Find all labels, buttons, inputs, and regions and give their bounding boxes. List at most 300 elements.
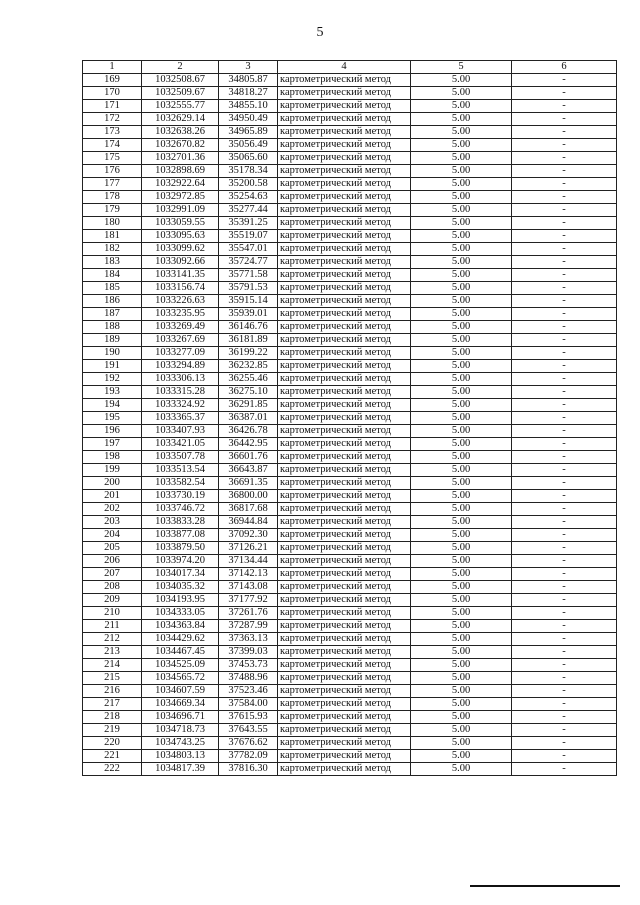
table-header-row xyxy=(83,61,617,74)
y-coordinate-cell: 35915.14 xyxy=(219,295,278,308)
x-coordinate-cell: 1033421.05 xyxy=(142,438,219,451)
x-coordinate-cell: 1034193.95 xyxy=(142,594,219,607)
y-coordinate-cell: 36387.01 xyxy=(219,412,278,425)
point-number-cell: 179 xyxy=(83,204,142,217)
method-cell: картометрический метод xyxy=(278,295,411,308)
note-cell: - xyxy=(512,230,617,243)
x-coordinate-cell: 1033267.69 xyxy=(142,334,219,347)
accuracy-cell: 5.00 xyxy=(411,74,512,87)
table-row xyxy=(83,646,617,659)
point-number-cell: 220 xyxy=(83,737,142,750)
method-cell: картометрический метод xyxy=(278,178,411,191)
table-row xyxy=(83,87,617,100)
table-row xyxy=(83,750,617,763)
note-cell: - xyxy=(512,360,617,373)
point-number-cell: 204 xyxy=(83,529,142,542)
column-header-1: 1 xyxy=(83,61,142,74)
accuracy-cell: 5.00 xyxy=(411,243,512,256)
method-cell: картометрический метод xyxy=(278,386,411,399)
table-row xyxy=(83,269,617,282)
accuracy-cell: 5.00 xyxy=(411,581,512,594)
point-number-cell: 176 xyxy=(83,165,142,178)
table-row xyxy=(83,659,617,672)
y-coordinate-cell: 37287.99 xyxy=(219,620,278,633)
y-coordinate-cell: 36291.85 xyxy=(219,399,278,412)
method-cell: картометрический метод xyxy=(278,659,411,672)
y-coordinate-cell: 37782.09 xyxy=(219,750,278,763)
x-coordinate-cell: 1034565.72 xyxy=(142,672,219,685)
x-coordinate-cell: 1033156.74 xyxy=(142,282,219,295)
method-cell: картометрический метод xyxy=(278,269,411,282)
method-cell: картометрический метод xyxy=(278,750,411,763)
accuracy-cell: 5.00 xyxy=(411,568,512,581)
point-number-cell: 178 xyxy=(83,191,142,204)
table-row xyxy=(83,737,617,750)
accuracy-cell: 5.00 xyxy=(411,256,512,269)
point-number-cell: 206 xyxy=(83,555,142,568)
method-cell: картометрический метод xyxy=(278,230,411,243)
point-number-cell: 207 xyxy=(83,568,142,581)
y-coordinate-cell: 34818.27 xyxy=(219,87,278,100)
y-coordinate-cell: 36275.10 xyxy=(219,386,278,399)
accuracy-cell: 5.00 xyxy=(411,295,512,308)
note-cell: - xyxy=(512,282,617,295)
note-cell: - xyxy=(512,334,617,347)
table-row xyxy=(83,568,617,581)
method-cell: картометрический метод xyxy=(278,477,411,490)
x-coordinate-cell: 1033141.35 xyxy=(142,269,219,282)
y-coordinate-cell: 35519.07 xyxy=(219,230,278,243)
point-number-cell: 215 xyxy=(83,672,142,685)
y-coordinate-cell: 37643.55 xyxy=(219,724,278,737)
method-cell: картометрический метод xyxy=(278,568,411,581)
accuracy-cell: 5.00 xyxy=(411,282,512,295)
note-cell: - xyxy=(512,87,617,100)
point-number-cell: 218 xyxy=(83,711,142,724)
y-coordinate-cell: 37261.76 xyxy=(219,607,278,620)
note-cell: - xyxy=(512,750,617,763)
method-cell: картометрический метод xyxy=(278,113,411,126)
x-coordinate-cell: 1033315.28 xyxy=(142,386,219,399)
method-cell: картометрический метод xyxy=(278,594,411,607)
column-header-3: 3 xyxy=(219,61,278,74)
point-number-cell: 198 xyxy=(83,451,142,464)
x-coordinate-cell: 1033877.08 xyxy=(142,529,219,542)
y-coordinate-cell: 36691.35 xyxy=(219,477,278,490)
point-number-cell: 202 xyxy=(83,503,142,516)
table-row xyxy=(83,100,617,113)
y-coordinate-cell: 37816.30 xyxy=(219,763,278,776)
point-number-cell: 214 xyxy=(83,659,142,672)
y-coordinate-cell: 37453.73 xyxy=(219,659,278,672)
note-cell: - xyxy=(512,269,617,282)
y-coordinate-cell: 36146.76 xyxy=(219,321,278,334)
table-row xyxy=(83,230,617,243)
point-number-cell: 199 xyxy=(83,464,142,477)
table-body xyxy=(83,74,617,776)
note-cell: - xyxy=(512,672,617,685)
note-cell: - xyxy=(512,74,617,87)
x-coordinate-cell: 1034743.25 xyxy=(142,737,219,750)
method-cell: картометрический метод xyxy=(278,581,411,594)
x-coordinate-cell: 1033269.49 xyxy=(142,321,219,334)
x-coordinate-cell: 1034035.32 xyxy=(142,581,219,594)
x-coordinate-cell: 1032508.67 xyxy=(142,74,219,87)
note-cell: - xyxy=(512,607,617,620)
y-coordinate-cell: 35771.58 xyxy=(219,269,278,282)
accuracy-cell: 5.00 xyxy=(411,87,512,100)
table-row xyxy=(83,451,617,464)
x-coordinate-cell: 1033095.63 xyxy=(142,230,219,243)
y-coordinate-cell: 36601.76 xyxy=(219,451,278,464)
table-row xyxy=(83,490,617,503)
table-row xyxy=(83,282,617,295)
point-number-cell: 170 xyxy=(83,87,142,100)
table-row xyxy=(83,295,617,308)
y-coordinate-cell: 35254.63 xyxy=(219,191,278,204)
method-cell: картометрический метод xyxy=(278,724,411,737)
accuracy-cell: 5.00 xyxy=(411,178,512,191)
point-number-cell: 203 xyxy=(83,516,142,529)
method-cell: картометрический метод xyxy=(278,373,411,386)
method-cell: картометрический метод xyxy=(278,243,411,256)
point-number-cell: 221 xyxy=(83,750,142,763)
table-row xyxy=(83,399,617,412)
accuracy-cell: 5.00 xyxy=(411,594,512,607)
note-cell: - xyxy=(512,438,617,451)
accuracy-cell: 5.00 xyxy=(411,477,512,490)
table-row xyxy=(83,139,617,152)
y-coordinate-cell: 35200.58 xyxy=(219,178,278,191)
note-cell: - xyxy=(512,165,617,178)
accuracy-cell: 5.00 xyxy=(411,165,512,178)
method-cell: картометрический метод xyxy=(278,308,411,321)
table-row xyxy=(83,633,617,646)
x-coordinate-cell: 1032638.26 xyxy=(142,126,219,139)
note-cell: - xyxy=(512,100,617,113)
point-number-cell: 190 xyxy=(83,347,142,360)
accuracy-cell: 5.00 xyxy=(411,139,512,152)
y-coordinate-cell: 36255.46 xyxy=(219,373,278,386)
point-number-cell: 172 xyxy=(83,113,142,126)
method-cell: картометрический метод xyxy=(278,646,411,659)
note-cell: - xyxy=(512,178,617,191)
accuracy-cell: 5.00 xyxy=(411,724,512,737)
accuracy-cell: 5.00 xyxy=(411,698,512,711)
accuracy-cell: 5.00 xyxy=(411,672,512,685)
table-row xyxy=(83,698,617,711)
y-coordinate-cell: 35065.60 xyxy=(219,152,278,165)
note-cell: - xyxy=(512,542,617,555)
x-coordinate-cell: 1032509.67 xyxy=(142,87,219,100)
method-cell: картометрический метод xyxy=(278,737,411,750)
point-number-cell: 177 xyxy=(83,178,142,191)
table-row xyxy=(83,685,617,698)
note-cell: - xyxy=(512,139,617,152)
note-cell: - xyxy=(512,633,617,646)
table-row xyxy=(83,152,617,165)
method-cell: картометрический метод xyxy=(278,347,411,360)
y-coordinate-cell: 36232.85 xyxy=(219,360,278,373)
point-number-cell: 197 xyxy=(83,438,142,451)
point-number-cell: 193 xyxy=(83,386,142,399)
y-coordinate-cell: 36199.22 xyxy=(219,347,278,360)
accuracy-cell: 5.00 xyxy=(411,399,512,412)
accuracy-cell: 5.00 xyxy=(411,529,512,542)
x-coordinate-cell: 1032898.69 xyxy=(142,165,219,178)
note-cell: - xyxy=(512,152,617,165)
x-coordinate-cell: 1032972.85 xyxy=(142,191,219,204)
point-number-cell: 184 xyxy=(83,269,142,282)
accuracy-cell: 5.00 xyxy=(411,191,512,204)
method-cell: картометрический метод xyxy=(278,620,411,633)
method-cell: картометрический метод xyxy=(278,282,411,295)
table-row xyxy=(83,464,617,477)
point-number-cell: 174 xyxy=(83,139,142,152)
x-coordinate-cell: 1034696.71 xyxy=(142,711,219,724)
note-cell: - xyxy=(512,724,617,737)
accuracy-cell: 5.00 xyxy=(411,113,512,126)
point-number-cell: 200 xyxy=(83,477,142,490)
point-number-cell: 183 xyxy=(83,256,142,269)
accuracy-cell: 5.00 xyxy=(411,438,512,451)
accuracy-cell: 5.00 xyxy=(411,503,512,516)
x-coordinate-cell: 1032701.36 xyxy=(142,152,219,165)
method-cell: картометрический метод xyxy=(278,191,411,204)
method-cell: картометрический метод xyxy=(278,607,411,620)
y-coordinate-cell: 35939.01 xyxy=(219,308,278,321)
accuracy-cell: 5.00 xyxy=(411,607,512,620)
y-coordinate-cell: 36643.87 xyxy=(219,464,278,477)
accuracy-cell: 5.00 xyxy=(411,425,512,438)
column-header-2: 2 xyxy=(142,61,219,74)
method-cell: картометрический метод xyxy=(278,87,411,100)
method-cell: картометрический метод xyxy=(278,451,411,464)
table-row xyxy=(83,711,617,724)
accuracy-cell: 5.00 xyxy=(411,412,512,425)
method-cell: картометрический метод xyxy=(278,529,411,542)
y-coordinate-cell: 37126.21 xyxy=(219,542,278,555)
method-cell: картометрический метод xyxy=(278,204,411,217)
table-row xyxy=(83,113,617,126)
y-coordinate-cell: 36817.68 xyxy=(219,503,278,516)
method-cell: картометрический метод xyxy=(278,685,411,698)
note-cell: - xyxy=(512,191,617,204)
point-number-cell: 175 xyxy=(83,152,142,165)
y-coordinate-cell: 34855.10 xyxy=(219,100,278,113)
x-coordinate-cell: 1034669.34 xyxy=(142,698,219,711)
point-number-cell: 212 xyxy=(83,633,142,646)
x-coordinate-cell: 1033277.09 xyxy=(142,347,219,360)
coordinates-table xyxy=(82,60,617,776)
y-coordinate-cell: 37143.08 xyxy=(219,581,278,594)
note-cell: - xyxy=(512,737,617,750)
table-row xyxy=(83,555,617,568)
x-coordinate-cell: 1033407.93 xyxy=(142,425,219,438)
y-coordinate-cell: 37584.00 xyxy=(219,698,278,711)
point-number-cell: 196 xyxy=(83,425,142,438)
x-coordinate-cell: 1034333.05 xyxy=(142,607,219,620)
accuracy-cell: 5.00 xyxy=(411,646,512,659)
x-coordinate-cell: 1033833.28 xyxy=(142,516,219,529)
x-coordinate-cell: 1034429.62 xyxy=(142,633,219,646)
x-coordinate-cell: 1033365.37 xyxy=(142,412,219,425)
method-cell: картометрический метод xyxy=(278,633,411,646)
method-cell: картометрический метод xyxy=(278,100,411,113)
x-coordinate-cell: 1034718.73 xyxy=(142,724,219,737)
x-coordinate-cell: 1034607.59 xyxy=(142,685,219,698)
method-cell: картометрический метод xyxy=(278,74,411,87)
method-cell: картометрический метод xyxy=(278,321,411,334)
point-number-cell: 211 xyxy=(83,620,142,633)
accuracy-cell: 5.00 xyxy=(411,542,512,555)
x-coordinate-cell: 1034817.39 xyxy=(142,763,219,776)
y-coordinate-cell: 35724.77 xyxy=(219,256,278,269)
y-coordinate-cell: 35547.01 xyxy=(219,243,278,256)
y-coordinate-cell: 37134.44 xyxy=(219,555,278,568)
point-number-cell: 189 xyxy=(83,334,142,347)
table-row xyxy=(83,178,617,191)
table-row xyxy=(83,386,617,399)
table-row xyxy=(83,126,617,139)
method-cell: картометрический метод xyxy=(278,399,411,412)
accuracy-cell: 5.00 xyxy=(411,334,512,347)
method-cell: картометрический метод xyxy=(278,152,411,165)
accuracy-cell: 5.00 xyxy=(411,100,512,113)
note-cell: - xyxy=(512,321,617,334)
note-cell: - xyxy=(512,347,617,360)
method-cell: картометрический метод xyxy=(278,763,411,776)
table-row xyxy=(83,204,617,217)
point-number-cell: 213 xyxy=(83,646,142,659)
point-number-cell: 180 xyxy=(83,217,142,230)
table-row xyxy=(83,516,617,529)
y-coordinate-cell: 34950.49 xyxy=(219,113,278,126)
accuracy-cell: 5.00 xyxy=(411,633,512,646)
accuracy-cell: 5.00 xyxy=(411,737,512,750)
x-coordinate-cell: 1034017.34 xyxy=(142,568,219,581)
point-number-cell: 195 xyxy=(83,412,142,425)
note-cell: - xyxy=(512,503,617,516)
note-cell: - xyxy=(512,685,617,698)
accuracy-cell: 5.00 xyxy=(411,217,512,230)
x-coordinate-cell: 1033226.63 xyxy=(142,295,219,308)
x-coordinate-cell: 1034363.84 xyxy=(142,620,219,633)
method-cell: картометрический метод xyxy=(278,217,411,230)
note-cell: - xyxy=(512,529,617,542)
point-number-cell: 222 xyxy=(83,763,142,776)
x-coordinate-cell: 1033513.54 xyxy=(142,464,219,477)
x-coordinate-cell: 1033099.62 xyxy=(142,243,219,256)
table-row xyxy=(83,581,617,594)
y-coordinate-cell: 37092.30 xyxy=(219,529,278,542)
note-cell: - xyxy=(512,568,617,581)
method-cell: картометрический метод xyxy=(278,139,411,152)
point-number-cell: 191 xyxy=(83,360,142,373)
point-number-cell: 192 xyxy=(83,373,142,386)
x-coordinate-cell: 1033092.66 xyxy=(142,256,219,269)
point-number-cell: 182 xyxy=(83,243,142,256)
method-cell: картометрический метод xyxy=(278,126,411,139)
note-cell: - xyxy=(512,763,617,776)
note-cell: - xyxy=(512,399,617,412)
y-coordinate-cell: 37399.03 xyxy=(219,646,278,659)
accuracy-cell: 5.00 xyxy=(411,750,512,763)
x-coordinate-cell: 1033507.78 xyxy=(142,451,219,464)
y-coordinate-cell: 36181.89 xyxy=(219,334,278,347)
accuracy-cell: 5.00 xyxy=(411,360,512,373)
table-row xyxy=(83,438,617,451)
accuracy-cell: 5.00 xyxy=(411,516,512,529)
accuracy-cell: 5.00 xyxy=(411,659,512,672)
note-cell: - xyxy=(512,217,617,230)
x-coordinate-cell: 1032991.09 xyxy=(142,204,219,217)
table-row xyxy=(83,74,617,87)
method-cell: картометрический метод xyxy=(278,256,411,269)
y-coordinate-cell: 35277.44 xyxy=(219,204,278,217)
x-coordinate-cell: 1032670.82 xyxy=(142,139,219,152)
x-coordinate-cell: 1033974.20 xyxy=(142,555,219,568)
note-cell: - xyxy=(512,412,617,425)
point-number-cell: 205 xyxy=(83,542,142,555)
point-number-cell: 208 xyxy=(83,581,142,594)
table-row xyxy=(83,412,617,425)
note-cell: - xyxy=(512,581,617,594)
note-cell: - xyxy=(512,555,617,568)
note-cell: - xyxy=(512,373,617,386)
table-row xyxy=(83,542,617,555)
point-number-cell: 216 xyxy=(83,685,142,698)
method-cell: картометрический метод xyxy=(278,464,411,477)
note-cell: - xyxy=(512,646,617,659)
point-number-cell: 188 xyxy=(83,321,142,334)
y-coordinate-cell: 35391.25 xyxy=(219,217,278,230)
y-coordinate-cell: 34805.87 xyxy=(219,74,278,87)
y-coordinate-cell: 37142.13 xyxy=(219,568,278,581)
accuracy-cell: 5.00 xyxy=(411,308,512,321)
method-cell: картометрический метод xyxy=(278,360,411,373)
column-header-5: 5 xyxy=(411,61,512,74)
accuracy-cell: 5.00 xyxy=(411,620,512,633)
y-coordinate-cell: 36800.00 xyxy=(219,490,278,503)
point-number-cell: 209 xyxy=(83,594,142,607)
table-row xyxy=(83,165,617,178)
note-cell: - xyxy=(512,464,617,477)
note-cell: - xyxy=(512,204,617,217)
table-row xyxy=(83,373,617,386)
table-row xyxy=(83,529,617,542)
point-number-cell: 210 xyxy=(83,607,142,620)
table-row xyxy=(83,594,617,607)
y-coordinate-cell: 35056.49 xyxy=(219,139,278,152)
table-row xyxy=(83,477,617,490)
x-coordinate-cell: 1033306.13 xyxy=(142,373,219,386)
point-number-cell: 186 xyxy=(83,295,142,308)
x-coordinate-cell: 1033746.72 xyxy=(142,503,219,516)
note-cell: - xyxy=(512,490,617,503)
y-coordinate-cell: 36426.78 xyxy=(219,425,278,438)
table-row xyxy=(83,763,617,776)
method-cell: картометрический метод xyxy=(278,555,411,568)
x-coordinate-cell: 1033294.89 xyxy=(142,360,219,373)
method-cell: картометрический метод xyxy=(278,334,411,347)
accuracy-cell: 5.00 xyxy=(411,126,512,139)
accuracy-cell: 5.00 xyxy=(411,373,512,386)
point-number-cell: 173 xyxy=(83,126,142,139)
y-coordinate-cell: 37488.96 xyxy=(219,672,278,685)
method-cell: картометрический метод xyxy=(278,503,411,516)
note-cell: - xyxy=(512,425,617,438)
